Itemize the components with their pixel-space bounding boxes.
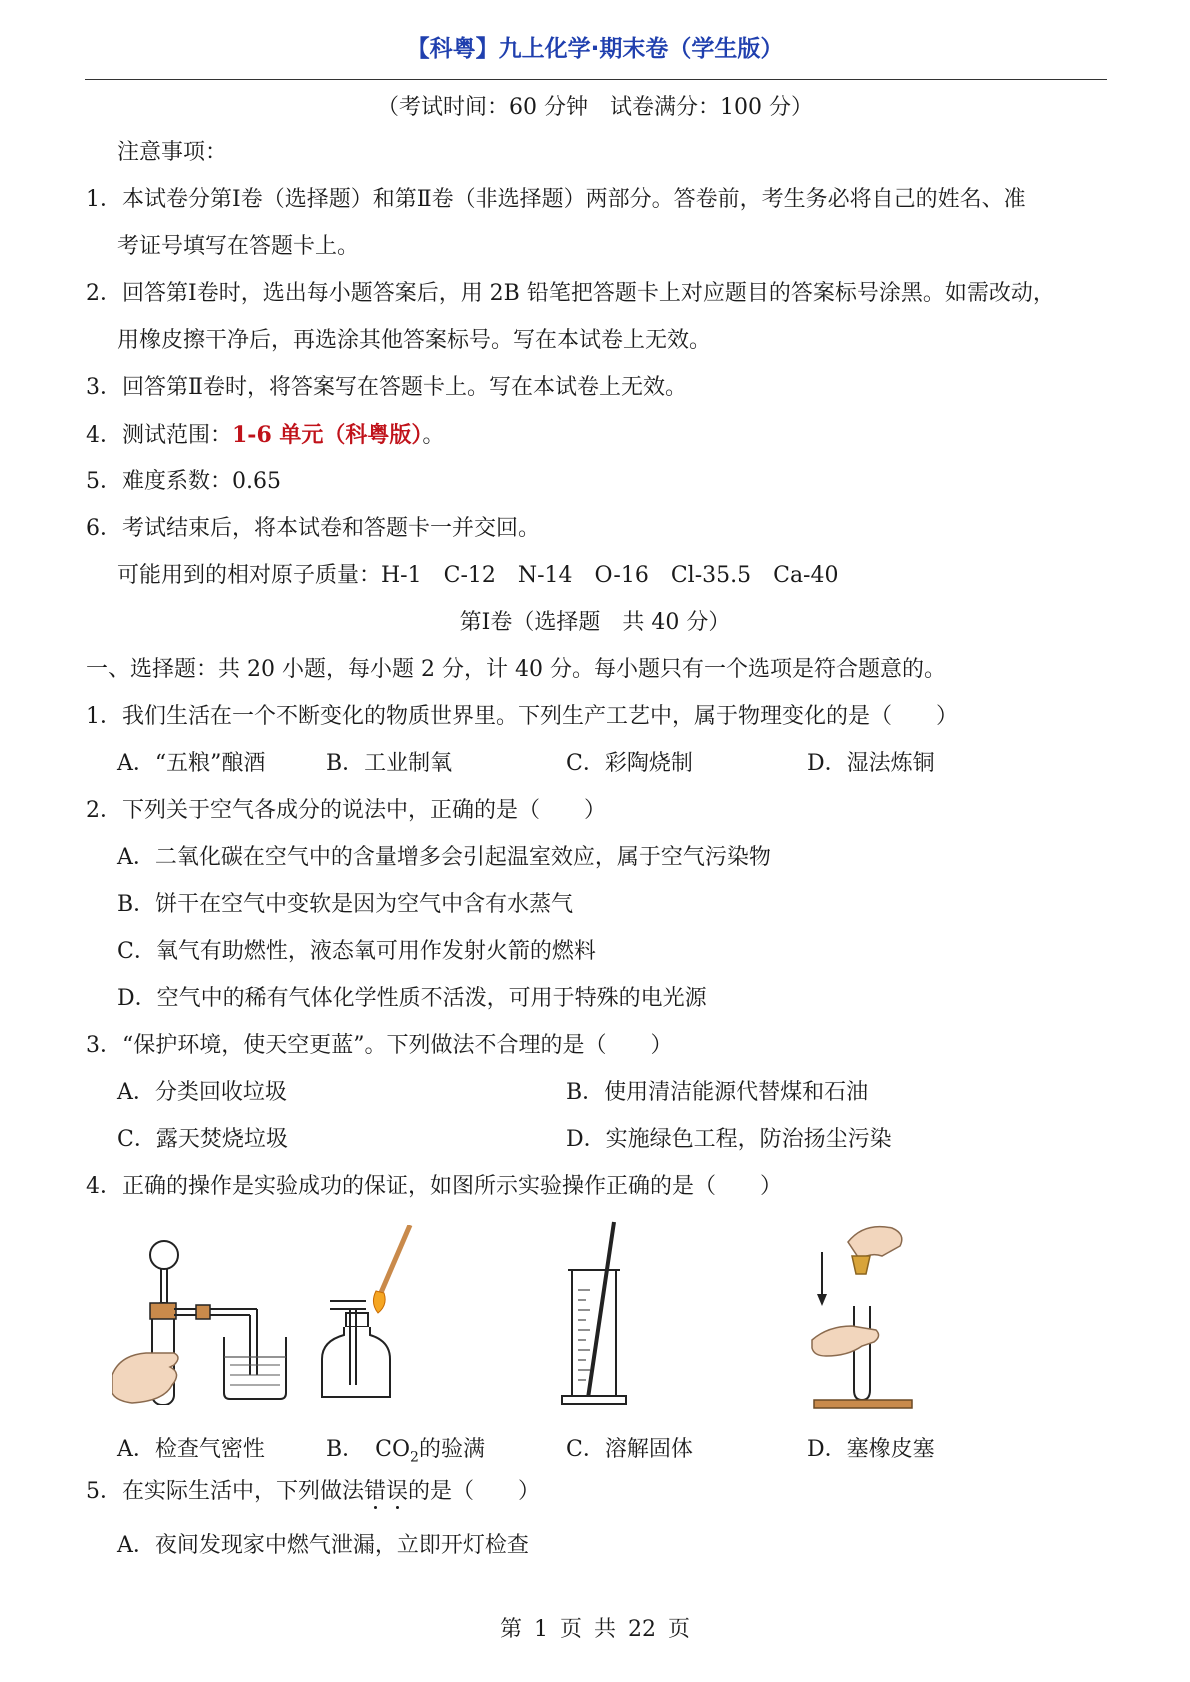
question-2-option-d: D．空气中的稀有气体化学性质不活泼，可用于特殊的电光源 [117,986,707,1011]
note-4-suffix: 。 [422,423,445,448]
note-2-line-1: 2．回答第Ⅰ卷时，选出每小题答案后，用 2B 铅笔把答题卡上对应题目的答案标号涂黑。如需改动， [86,281,1055,306]
note-1-line-1: 1．本试卷分第Ⅰ卷（选择题）和第Ⅱ卷（非选择题）两部分。答卷前，考生务必将自己的姓名、准 [86,187,1026,212]
question-4-option-d: D．塞橡皮塞 [807,1437,935,1462]
footer-text-3: 共 [594,1617,617,1642]
note-2-line-2: 用橡皮擦干净后，再选涂其他答案标号。写在本试卷上无效。 [117,328,712,353]
note-6: 6．考试结束后，将本试卷和答题卡一并交回。 [86,516,540,541]
footer-text-1: 第 [499,1617,522,1642]
question-4-option-b-subscript: 2 [410,1449,419,1466]
question-4-stem: 4．正确的操作是实验成功的保证，如图所示实验操作正确的是（ ） [86,1174,782,1199]
figure-airtightness-check [112,1225,302,1405]
question-2-option-a: A．二氧化碳在空气中的含量增多会引起温室效应，属于空气污染物 [117,845,771,870]
question-1-option-a: A．“五粮”酿酒 [117,751,266,776]
question-5-stem-prefix: 5．在实际生活中，下列做法 [86,1479,364,1504]
header-divider [85,79,1107,80]
question-4-option-a: A．检查气密性 [117,1437,265,1462]
question-4-option-c: C．溶解固体 [566,1437,693,1462]
question-5-option-a: A．夜间发现家中燃气泄漏，立即开灯检查 [117,1533,529,1558]
footer-text-2: 页 [559,1617,582,1642]
footer-text-4: 页 [668,1617,691,1642]
footer-total-pages: 22 [628,1617,657,1642]
question-2-option-b: B．饼干在空气中变软是因为空气中含有水蒸气 [117,892,574,917]
question-2-option-c: C．氧气有助燃性，液态氧可用作发射火箭的燃料 [117,939,596,964]
question-2-stem: 2．下列关于空气各成分的说法中，正确的是（ ） [86,798,606,823]
atomic-mass-line: 可能用到的相对原子质量：H-1 C-12 N-14 O-16 Cl-35.5 Ca-40 [117,563,839,588]
question-4-option-b-prefix: B． CO [326,1437,411,1462]
note-3: 3．回答第Ⅱ卷时，将答案写在答题卡上。写在本试卷上无效。 [86,375,687,400]
question-4-option-b [326,1436,485,1471]
figure-dissolve-solid [560,1220,650,1410]
document-header-title: 【科粤】九上化学·期末卷（学生版） [406,36,784,62]
question-3-option-c: C．露天焚烧垃圾 [117,1127,288,1152]
question-1-option-b: B．工业制氧 [326,751,453,776]
note-1-line-2: 考证号填写在答题卡上。 [117,234,360,259]
note-4-prefix: 4．测试范围： [86,423,232,448]
figure-co2-full-check [318,1225,428,1405]
figure-insert-stopper [808,1222,918,1412]
page-footer [0,1612,1190,1643]
note-5: 5．难度系数：0.65 [86,469,281,494]
section-intro: 一、选择题：共 20 小题，每小题 2 分，计 40 分。每小题只有一个选项是符合题意的。 [86,657,946,682]
note-4 [86,421,444,450]
question-4-option-b-suffix: 的验满 [418,1437,485,1462]
exam-info: （考试时间：60 分钟 试卷满分：100 分） [377,95,813,120]
question-1-option-d: D．湿法炼铜 [807,751,935,776]
question-1-stem: 1．我们生活在一个不断变化的物质世界里。下列生产工艺中，属于物理变化的是（ ） [86,704,959,729]
question-1-option-c: C．彩陶烧制 [566,751,693,776]
question-3-option-a: A．分类回收垃圾 [117,1080,287,1105]
question-3-option-d: D．实施绿色工程，防治扬尘污染 [566,1127,892,1152]
section-title: 第Ⅰ卷（选择题 共 40 分） [459,610,731,635]
emphasis-char-2: 误 [386,1479,409,1504]
test-range-highlight: 1-6 单元（科粤版） [232,422,423,448]
emphasis-char-1: 错 [364,1479,387,1504]
question-3-stem: 3．“保护环境，使天空更蓝”。下列做法不合理的是（ ） [86,1033,673,1058]
question-3-option-b: B．使用清洁能源代替煤和石油 [566,1080,869,1105]
question-5-stem [86,1478,540,1506]
footer-page-number: 1 [533,1617,548,1642]
notes-heading: 注意事项： [117,140,228,165]
question-5-stem-suffix: 的是（ ） [408,1479,541,1504]
